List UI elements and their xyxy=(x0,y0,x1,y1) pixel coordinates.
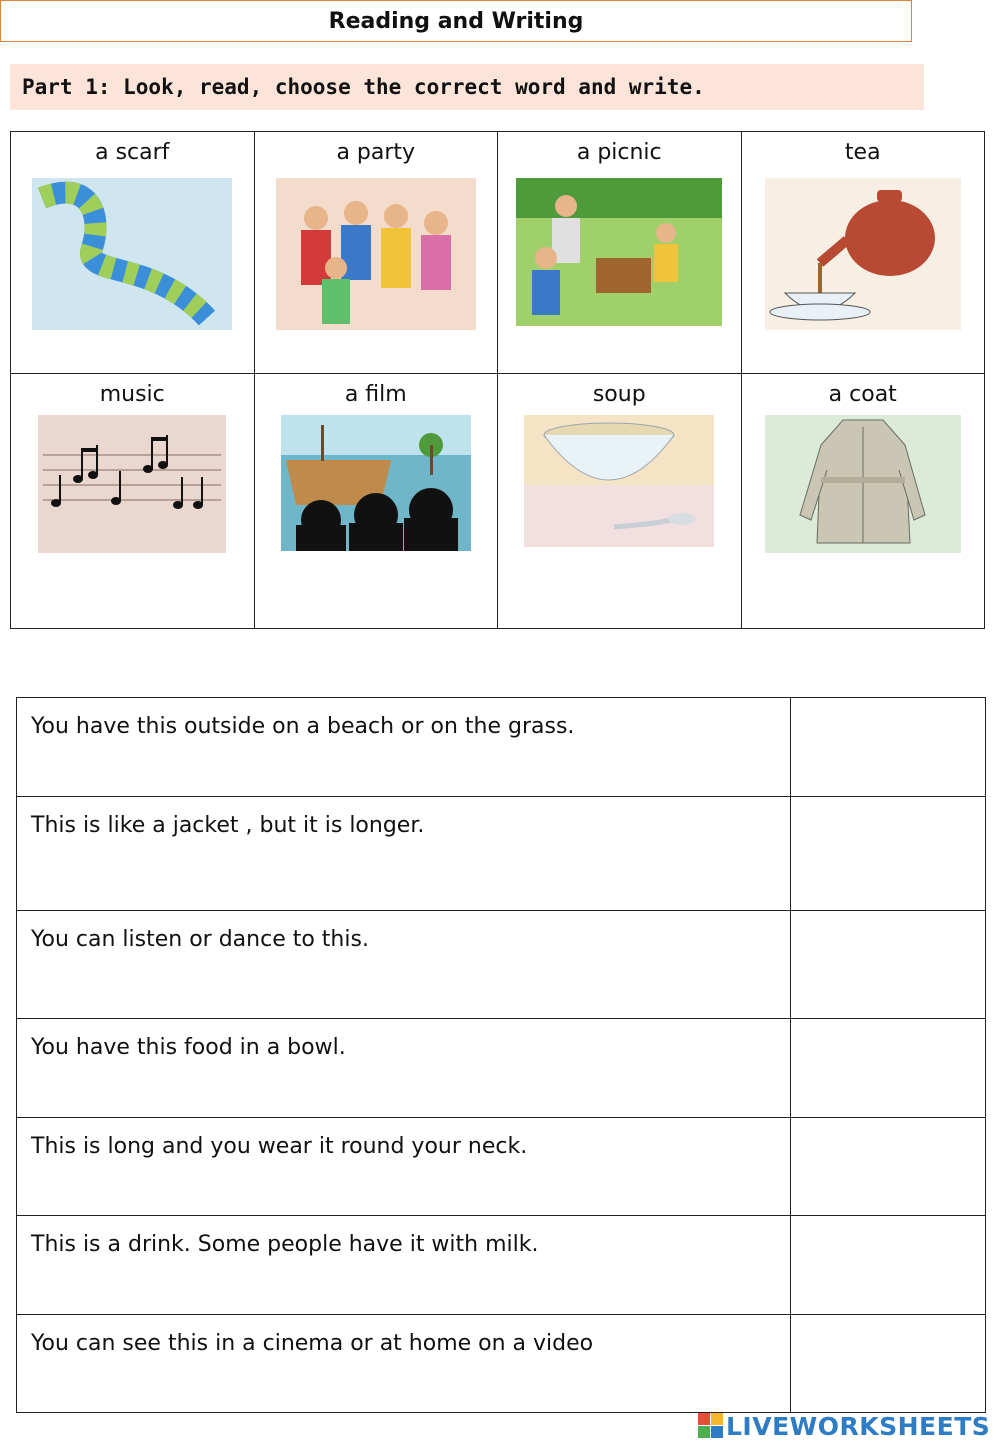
question-cell xyxy=(17,797,791,911)
liveworksheets-logo xyxy=(698,1411,990,1441)
worksheet-title xyxy=(0,0,912,42)
question-row xyxy=(17,698,986,797)
question-text: You can see this in a cinema or at home on a video xyxy=(31,1331,594,1356)
question-text: You have this food in a bowl. xyxy=(31,1035,346,1060)
party-picture xyxy=(276,178,476,330)
scarf-picture xyxy=(32,178,232,330)
word-cell-party xyxy=(254,132,498,374)
coat-picture xyxy=(765,415,961,553)
liveworksheets-blocks-icon xyxy=(698,1413,724,1439)
word-label: tea xyxy=(844,140,881,165)
word-picture-grid xyxy=(10,131,985,629)
title-text: Reading and Writing xyxy=(328,8,584,34)
question-cell xyxy=(17,1118,791,1216)
word-cell-picnic xyxy=(498,132,742,374)
question-text: This is long and you wear it round your neck. xyxy=(31,1134,528,1159)
word-cell-film xyxy=(254,374,498,629)
question-cell xyxy=(17,911,791,1019)
answer-box[interactable] xyxy=(791,1216,986,1315)
word-cell-soup xyxy=(498,374,742,629)
answer-box[interactable] xyxy=(791,1118,986,1216)
word-label: a scarf xyxy=(95,140,170,165)
question-text: You have this outside on a beach or on the grass. xyxy=(31,714,575,739)
word-label: a picnic xyxy=(576,140,662,165)
questions-table xyxy=(16,697,986,1413)
word-cell-scarf xyxy=(11,132,255,374)
question-row xyxy=(17,1216,986,1315)
question-text: You can listen or dance to this. xyxy=(31,927,369,952)
part1-instruction xyxy=(10,64,924,110)
picnic-picture xyxy=(516,178,722,326)
word-label: a coat xyxy=(828,382,897,407)
word-label: soup xyxy=(592,382,646,407)
question-row xyxy=(17,1118,986,1216)
word-label: music xyxy=(99,382,165,407)
question-cell xyxy=(17,1315,791,1413)
question-row xyxy=(17,1019,986,1118)
answer-box[interactable] xyxy=(791,911,986,1019)
word-label: a film xyxy=(344,382,407,407)
question-cell xyxy=(17,1216,791,1315)
question-row xyxy=(17,1315,986,1413)
answer-box[interactable] xyxy=(791,698,986,797)
question-cell xyxy=(17,1019,791,1118)
film-picture xyxy=(281,415,471,551)
soup-bowl-picture xyxy=(524,415,714,547)
question-text: This is like a jacket , but it is longer. xyxy=(31,813,425,838)
word-cell-tea xyxy=(741,132,985,374)
teapot-picture xyxy=(765,178,961,330)
music-notes-picture xyxy=(38,415,226,553)
brand-text: LIVEWORKSHEETS xyxy=(726,1411,991,1441)
question-row xyxy=(17,797,986,911)
question-cell xyxy=(17,698,791,797)
answer-box[interactable] xyxy=(791,1019,986,1118)
question-row xyxy=(17,911,986,1019)
answer-box[interactable] xyxy=(791,1315,986,1413)
word-label: a party xyxy=(336,140,416,165)
answer-box[interactable] xyxy=(791,797,986,911)
question-text: This is a drink. Some people have it with milk. xyxy=(31,1232,539,1257)
word-cell-coat xyxy=(741,374,985,629)
word-cell-music xyxy=(11,374,255,629)
part1-instruction-text: Part 1: Look, read, choose the correct word and write. xyxy=(22,75,705,99)
